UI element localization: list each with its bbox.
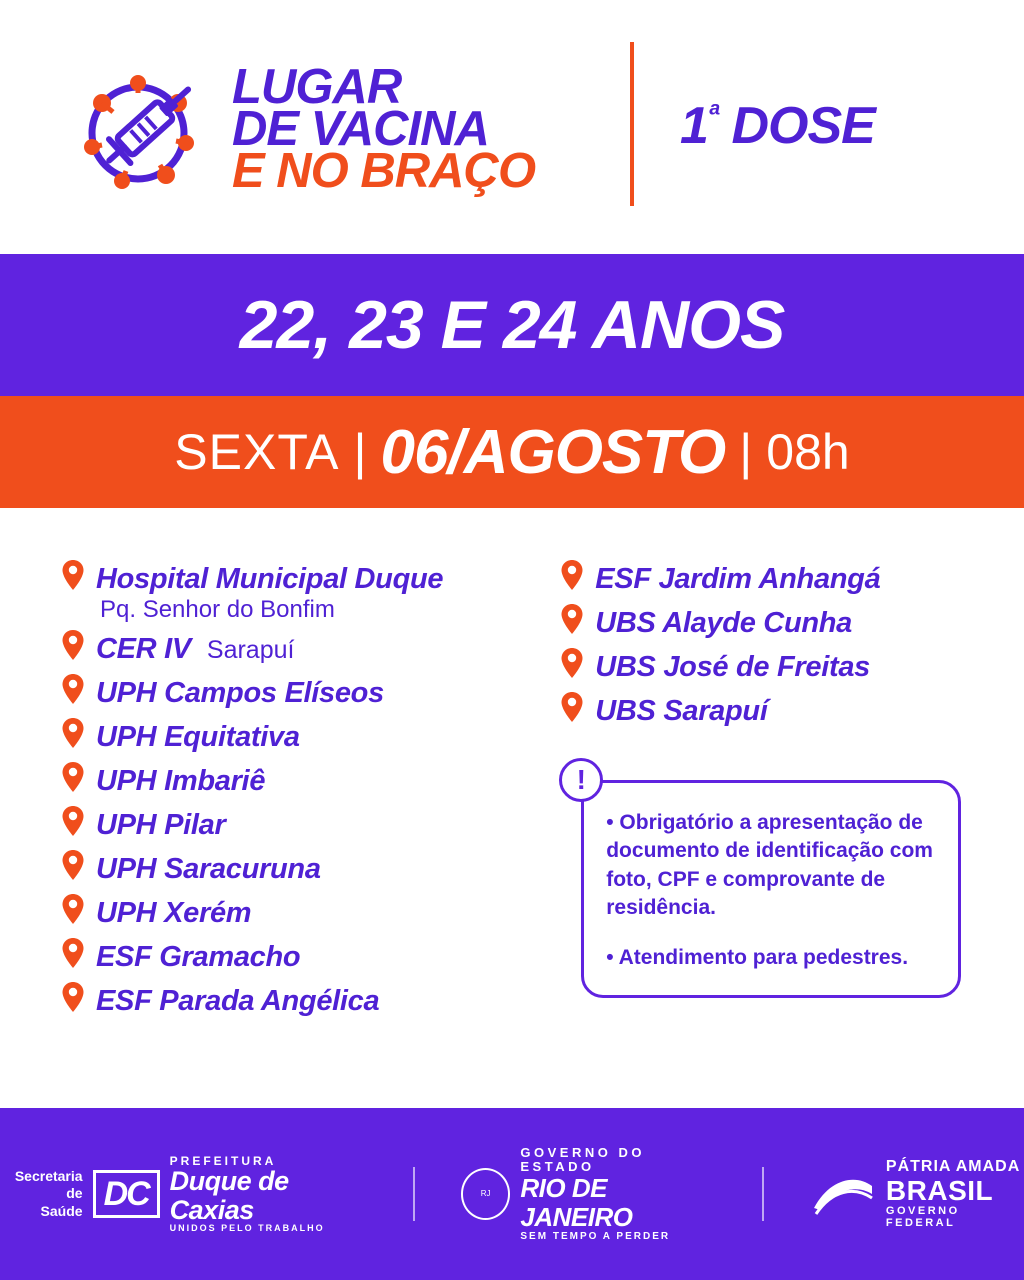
list-item — [60, 934, 551, 974]
list-item — [60, 758, 551, 798]
secretaria-line-2: Saúde — [40, 1202, 83, 1219]
map-pin-icon — [60, 937, 86, 974]
notice-item: • Atendimento para pedestres. — [606, 946, 909, 970]
age-band-text: 22, 23 E 24 ANOS — [239, 287, 785, 363]
secretaria-line-1: Secretaria de — [14, 1167, 83, 1202]
list-item — [60, 556, 551, 596]
locations-column-right — [551, 556, 964, 1106]
list-item — [559, 556, 964, 596]
locations-column-left — [60, 556, 551, 1106]
date-separator-1: | — [353, 424, 367, 480]
brand-line-3: E NO BRAÇO — [232, 144, 536, 199]
list-item — [60, 670, 551, 710]
age-band — [0, 254, 1024, 396]
brasil-wave-icon — [810, 1168, 876, 1221]
dc-slogan: UNIDOS PELO TRABALHO — [169, 1222, 325, 1233]
map-pin-icon — [60, 761, 86, 798]
brasil-text — [886, 1158, 1024, 1229]
rj-slogan: SEM TEMPO A PERDER — [520, 1231, 671, 1243]
syringe-virus-icon — [78, 59, 214, 195]
dc-monogram: DC — [93, 1170, 160, 1218]
map-pin-icon — [60, 849, 86, 886]
brasil-label: BRASIL — [885, 1174, 994, 1206]
list-item — [60, 846, 551, 886]
footer-logo-rio-de-janeiro — [461, 1146, 716, 1243]
dose-label: $1^ª$ DOSE — [680, 97, 875, 155]
map-pin-icon — [60, 629, 86, 666]
list-item — [60, 714, 551, 754]
map-pin-icon — [60, 559, 86, 596]
location-name: UPH Xerém — [96, 897, 252, 929]
rj-text — [520, 1146, 716, 1243]
map-pin-icon — [559, 559, 585, 596]
list-item — [559, 688, 964, 728]
list-item — [60, 978, 551, 1018]
map-pin-icon — [60, 673, 86, 710]
location-name: UPH Campos Elíseos — [96, 677, 384, 709]
secretaria-saude-label — [0, 1168, 83, 1221]
header — [0, 0, 1024, 254]
date-separator-2: | — [739, 424, 753, 480]
dc-prefeitura-label: PREFEITURA — [169, 1153, 277, 1168]
map-pin-icon — [60, 893, 86, 930]
map-pin-icon — [60, 981, 86, 1018]
patria-amada-label: PÁTRIA AMADA — [885, 1158, 1021, 1176]
location-name: UBS Sarapuí — [595, 695, 768, 727]
map-pin-icon — [559, 691, 585, 728]
header-divider — [630, 42, 634, 206]
dc-text — [170, 1155, 367, 1234]
location-name: ESF Jardim Anhangá — [595, 563, 881, 595]
footer-logo-governo-federal — [810, 1158, 1024, 1229]
footer-divider-2 — [762, 1167, 764, 1221]
list-item — [60, 802, 551, 842]
map-pin-icon — [60, 805, 86, 842]
rj-gov-label: GOVERNO DO ESTADO — [520, 1144, 645, 1174]
rj-state-name: RIO DE JANEIRO — [520, 1173, 633, 1232]
location-name: ESF Gramacho — [96, 941, 301, 973]
governo-federal-label: GOVERNO FEDERAL — [885, 1204, 960, 1229]
list-item — [559, 644, 964, 684]
notice — [559, 764, 964, 998]
location-name: ESF Parada Angélica — [96, 985, 380, 1017]
list-item — [60, 626, 551, 666]
brand-line-1: LUGAR — [232, 59, 402, 114]
rj-seal-icon: RJ — [461, 1168, 511, 1220]
location-sublabel: Pq. Senhor do Bonfim — [100, 596, 335, 623]
location-name: CER IV — [96, 633, 191, 665]
exclamation-icon: ! — [559, 758, 603, 802]
location-name: UPH Saracuruna — [96, 853, 321, 885]
location-name: UPH Imbariê — [96, 765, 266, 797]
location-name: UPH Pilar — [96, 809, 226, 841]
date-weekday: SEXTA — [174, 424, 340, 480]
location-name: UBS José de Freitas — [595, 651, 870, 683]
map-pin-icon — [60, 717, 86, 754]
dc-city-name: Duque de Caxias — [169, 1166, 289, 1225]
map-pin-icon — [559, 647, 585, 684]
notice-item: • Obrigatório a apresentação de documento de identificação com foto, CPF e comprovante de residência. — [606, 811, 933, 920]
date-band — [0, 396, 1024, 508]
location-sublabel: Sarapuí — [206, 636, 295, 664]
brand-text — [232, 59, 536, 199]
location-name: UBS Alayde Cunha — [595, 607, 853, 639]
content — [0, 508, 1024, 1106]
list-item — [559, 600, 964, 640]
date-time: 08h — [766, 424, 850, 480]
footer-divider-1 — [413, 1167, 415, 1221]
date-value: 06/AGOSTO — [380, 417, 726, 487]
brand-lockup — [78, 59, 536, 199]
list-item — [60, 890, 551, 930]
footer — [0, 1108, 1024, 1280]
brand-line-2: DE VACINA — [232, 101, 489, 156]
location-name: Hospital Municipal Duque — [96, 563, 444, 595]
notice-box — [581, 780, 961, 998]
location-name: UPH Equitativa — [96, 721, 300, 753]
map-pin-icon — [559, 603, 585, 640]
footer-logo-duque-caxias — [0, 1155, 367, 1234]
